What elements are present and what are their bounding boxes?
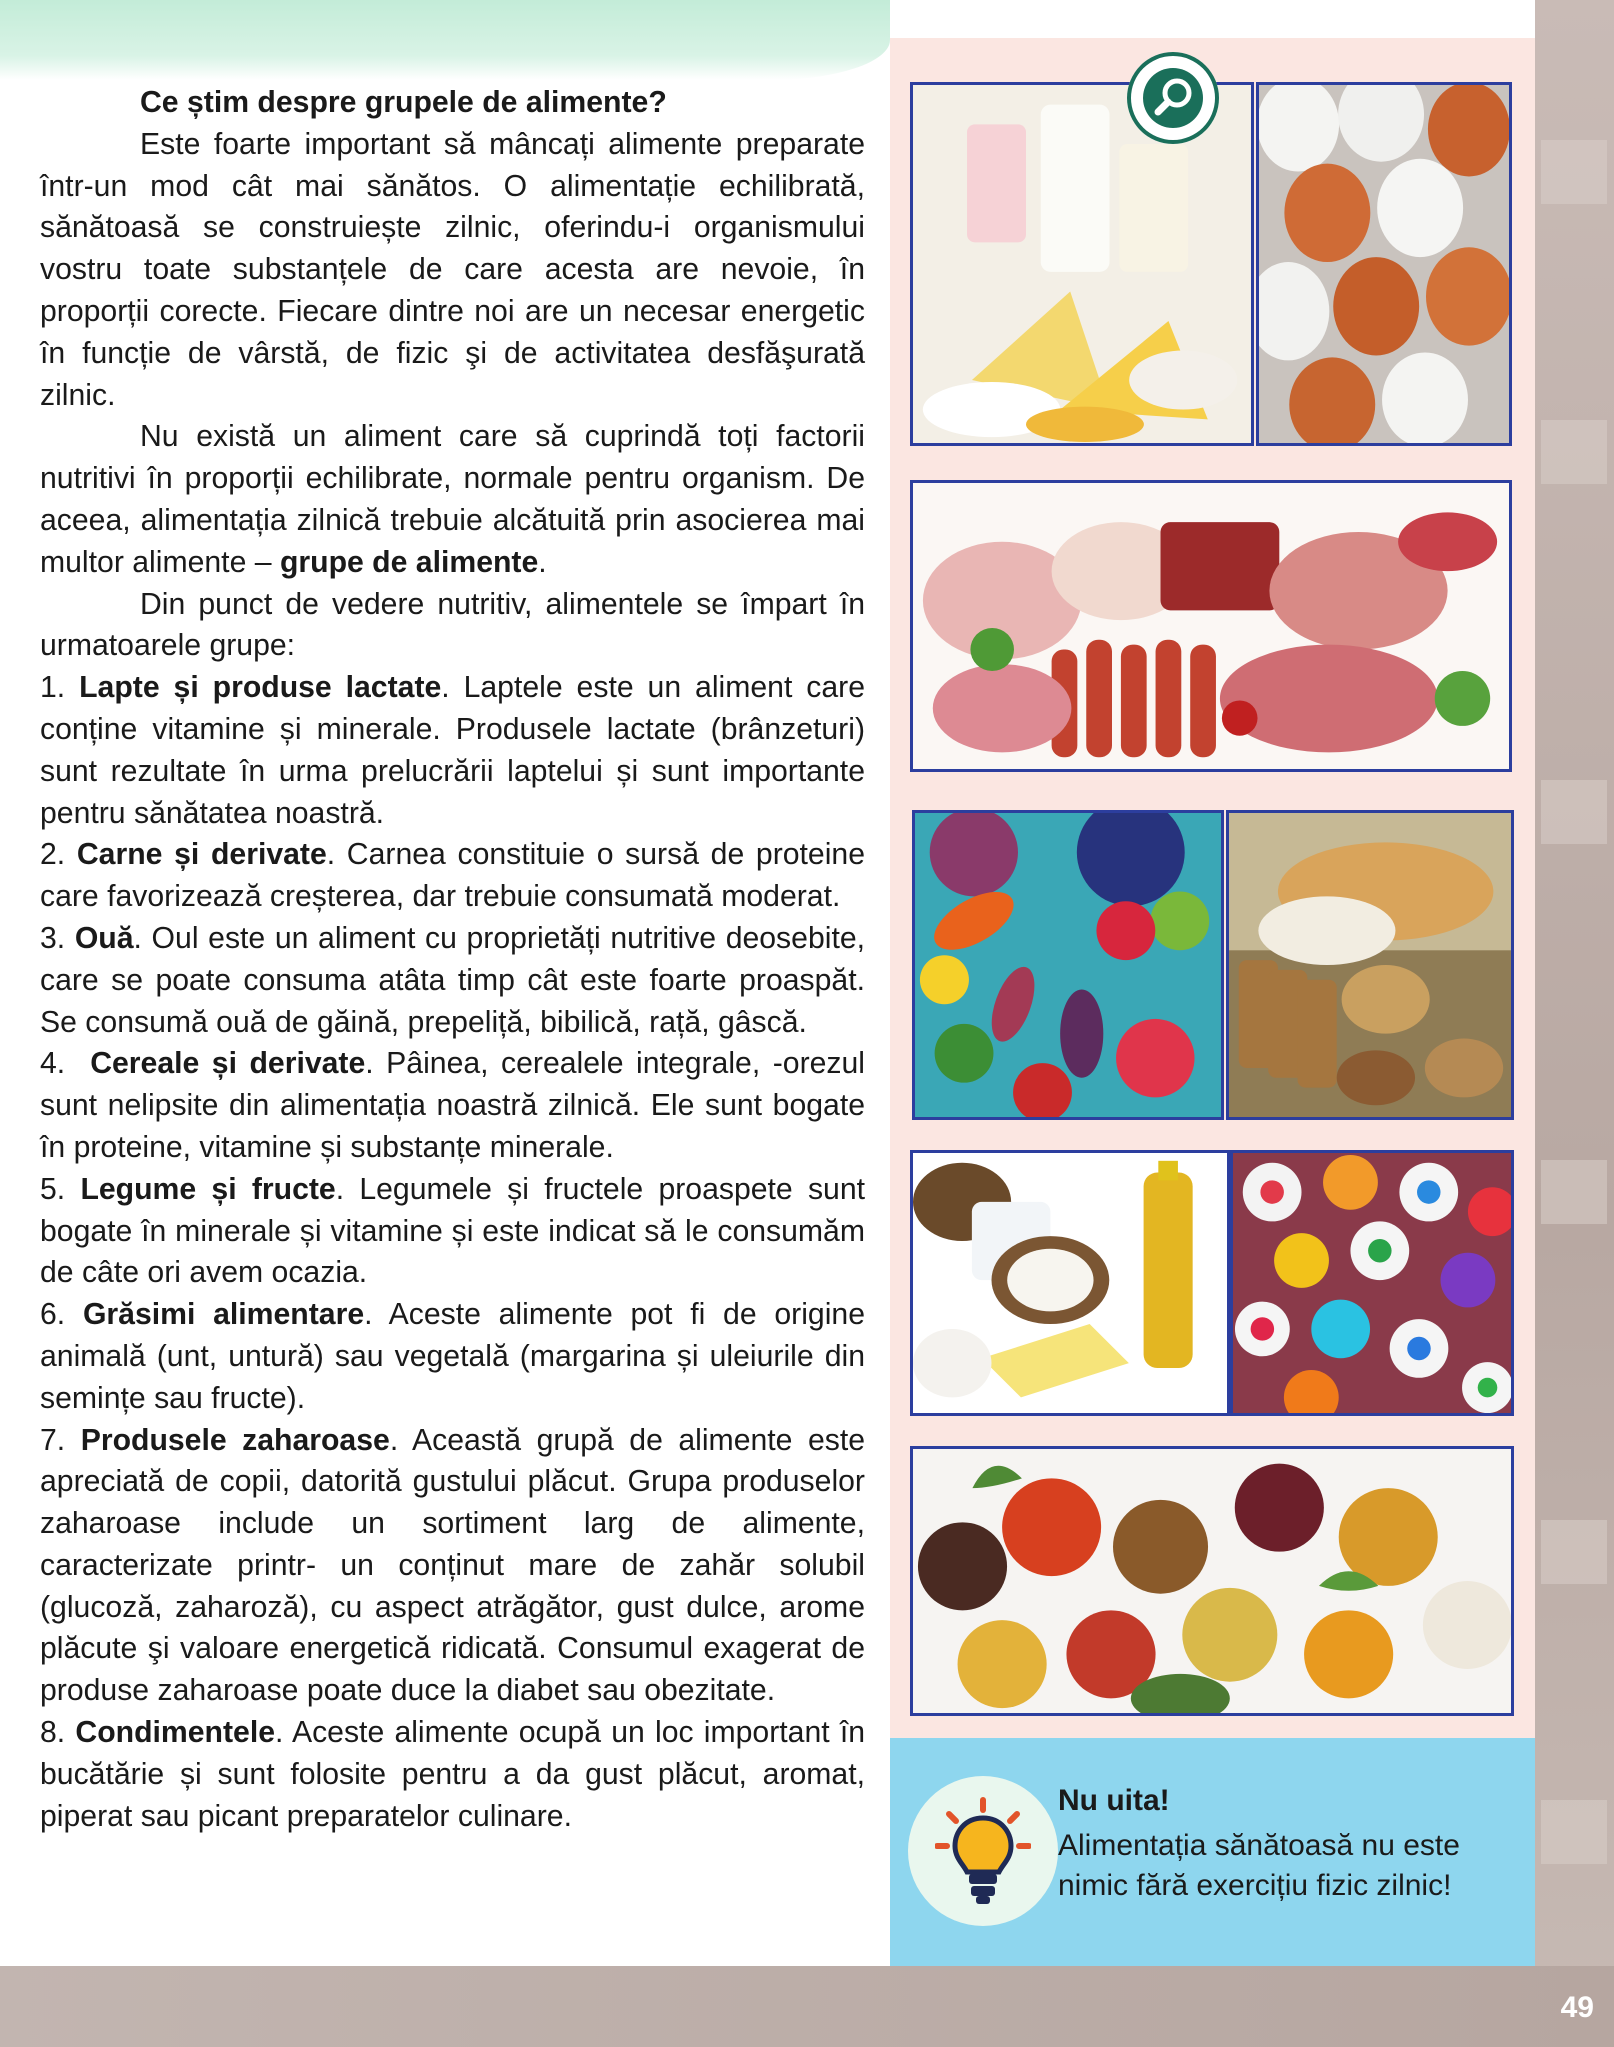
meat-products-image — [910, 480, 1512, 772]
lightbulb-icon — [908, 1776, 1058, 1926]
fats-oils-image — [910, 1150, 1230, 1416]
reminder-box — [890, 1738, 1535, 1966]
footer-bar — [0, 1966, 1614, 2047]
header-band — [0, 0, 890, 80]
list-item-eggs: 3. Ouă. Oul este un aliment cu proprietăți nutritive deosebite, care se poate consuma atâta timp cât este foarte proaspăt. Se consumă ouă de găină, prepeliță, bibilică, rață, gâscă. — [40, 921, 866, 1039]
reminder-title: Nu uita! — [1058, 1784, 1170, 1817]
list-item-sweets: 7. Produsele zaharoase. Această grupă de alimente este apreciată de copii, datorită gustului plăcut. Grupa produselor zaharoase include un sortiment larg de alimente, caracterizate printr- un conținut mare de zahăr solubil (glucoză, zaharoză), cu aspect atrăgător, gust dulce, arome plăcute şi valoare energetică ridicată. Consumul exagerat de produse zaharoase poate duce la diabet sau obezitate. — [40, 1423, 866, 1708]
sweets-candies-image — [1230, 1150, 1514, 1416]
paragraph-groups-intro: Nu există un aliment care să cuprindă toți factorii nutritivi în proporții echilibrate, normale pentru organism. De aceea, alimentația zilnică trebuie alcătuită prin asocierea mai multor alimente – grupe de alimente. — [40, 420, 865, 579]
cereals-bread-image — [1226, 810, 1514, 1120]
paragraph-intro: Este foarte important să mâncați alimente preparate într-un mod cât mai sănătos. O alimentație echilibrată, sănătoasă se construiește zilnic, oferindu-i organismului vostru toate substanțele de care acesta are nevoie, în proporții corecte. Fiecare dintre noi are un necesar energetic în funcție de vârstă, de fizic şi de activitatea desfăşurată zilnic. — [40, 127, 865, 412]
reminder-text: Alimentația sănătoasă nu este nimic fără exercițiu fizic zilnic! — [1058, 1829, 1460, 1902]
list-item-vegetables-fruits: 5. Legume și fructe. Legumele și fructele proaspete sunt bogate în minerale și vitamine și este indicat să le consumăm de câte ori avem ocazia. — [40, 1172, 866, 1290]
list-item-meat: 2. Carne și derivate. Carnea constituie o sursă de proteine care favorizează creșterea, dar trebuie consumată moderat. — [40, 838, 865, 914]
right-decorative-strip — [1535, 0, 1614, 2047]
paragraph-nutritive: Din punct de vedere nutritiv, alimentele se împart în urmatoarele grupe: — [40, 587, 865, 663]
fruits-vegetables-image — [912, 810, 1224, 1120]
list-item-condiments: 8. Condimentele. Aceste alimente ocupă un loc important în bucătărie și sunt folosite pentru a da gust plăcut, aromat, piperat sau picant preparatelor culinare. — [40, 1716, 866, 1833]
list-item-cereals: 4. Cereale și derivate. Pâinea, cerealele integrale, -orezul sunt nelipsite din alimentația noastră zilnică. Ele sunt bogate în proteine, vitamine și substanțe minerale. — [40, 1047, 866, 1164]
section-heading: Ce știm despre grupele de alimente? — [140, 86, 667, 119]
page-number: 49 — [1560, 1991, 1594, 2024]
magnifier-icon — [1127, 52, 1219, 144]
spices-condiments-image — [910, 1446, 1514, 1716]
main-text — [40, 82, 865, 1837]
list-item-dairy: 1. Lapte și produse lactate. Laptele este un aliment care conține vitamine și minerale. Produsele lactate (brânzeturi) sunt rezultate în urma prelucrării laptelui și sunt importante pentru sănătatea noastră. — [40, 671, 865, 830]
list-item-fats: 6. Grăsimi alimentare. Aceste alimente pot fi de origine animală (unt, untură) sau vegetală (margarina și uleiurile din semințe sau fructe). — [40, 1298, 865, 1415]
dairy-products-image — [910, 82, 1254, 446]
eggs-image — [1256, 82, 1512, 446]
